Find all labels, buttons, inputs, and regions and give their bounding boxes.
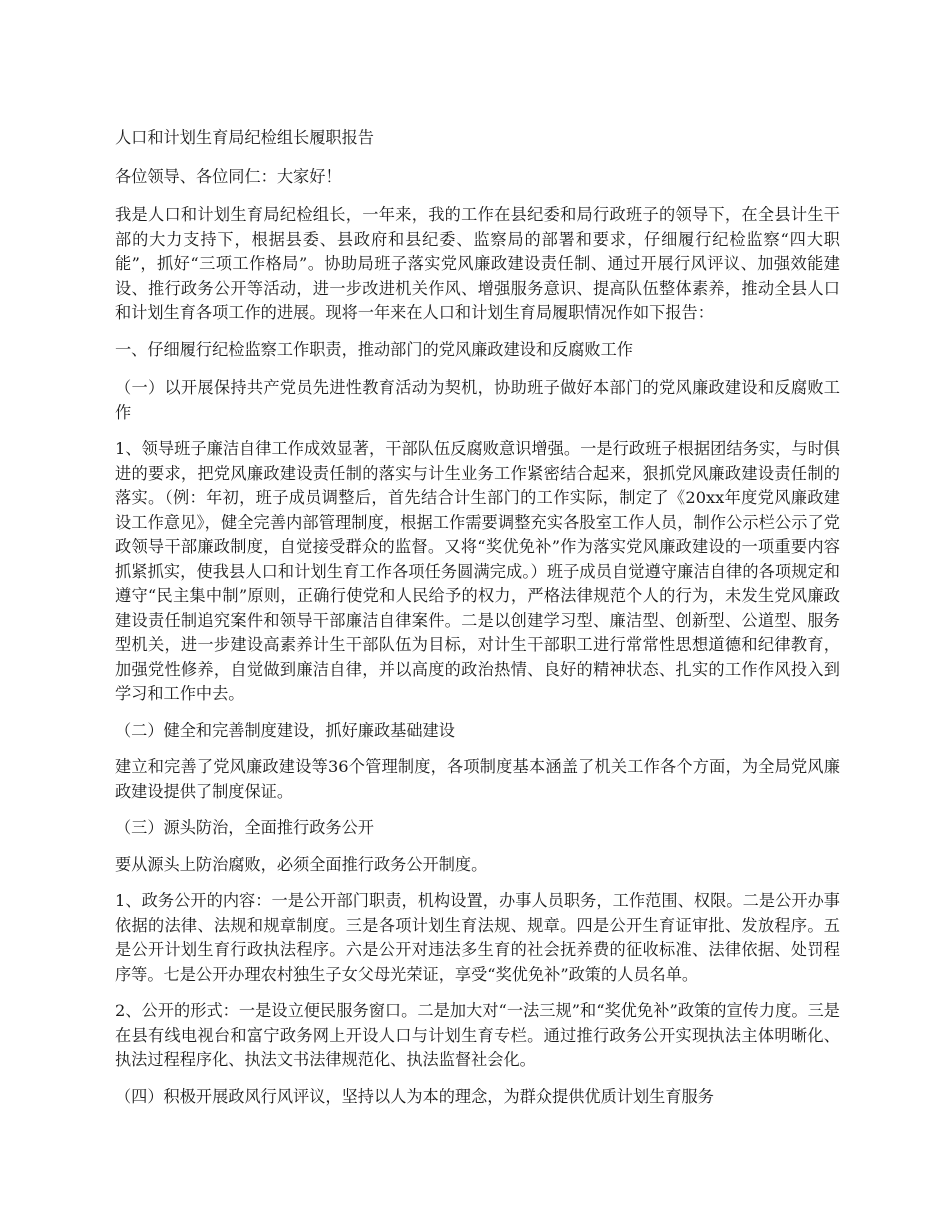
body-paragraph-leadership: 1、领导班子廉洁自律工作成效显著，干部队伍反腐败意识增强。一是行政班子根据团结务实，与时俱进的要求，把党风廉政建设责任制的落实与计生业务工作紧密结合起来，狠抓党风廉政建设责任制的落实。（例：年初，班子成员调整后，首先结合计生部门的工作实际，制定了《20xx年度党风廉政建设工作意见》，健全完善内部管理制度，根据工作需要调整充实各股室工作人员，制作公示栏公示了党政领导干部廉政制度，自觉接受群众的监督。又将“奖优免补”作为落实党风廉政建设的一项重要内容抓紧抓实，使我县人口和计划生育工作各项任务圆满完成。）班子成员自觉遵守廉洁自律的各项规定和遵守“民主集中制”原则，正确行使党和人民给予的权力，严格法律规范个人的行为，未发生党风廉政建设责任制追究案件和领导干部廉洁自律案件。二是以创建学习型、廉洁型、创新型、公道型、服务型机关，进一步建设高素养计生干部队伍为目标，对计生干部职工进行常常性思想道德和纪律教育，加强党性修养，自觉做到廉洁自律，并以高度的政治热情、良好的精神状态、扎实的工作作风投入到学习和工作中去。 [115, 439, 840, 703]
document-page [115, 126, 840, 1121]
body-paragraph-system: 建立和完善了党风廉政建设等36个管理制度，各项制度基本涵盖了机关工作各个方面，为全局党风廉政建设提供了制度保证。 [115, 757, 840, 801]
intro-paragraph: 我是人口和计划生育局纪检组长，一年来，我的工作在县纪委和局行政班子的领导下，在全县计生干部的大力支持下，根据县委、县政府和县纪委、监察局的部署和要求，仔细履行纪检监察“四大职能”，抓好“三项工作格局”。协助局班子落实党风廉政建设责任制、通过开展行风评议、加强效能建设、推行政务公开等活动，进一步改进机关作风、增强服务意识、提高队伍整体素养，推动全县人口和计划生育各项工作的进展。现将一年来在人口和计划生育局履职情况作如下报告： [115, 205, 840, 322]
body-paragraph-content: 1、政务公开的内容：一是公开部门职责，机构设置，办事人员职务，工作范围、权限。二是公开办事依据的法律、法规和规章制度。三是各项计划生育法规、规章。四是公开生育证审批、发放程序。五是公开计划生育行政执法程序。六是公开对违法多生育的社会抚养费的征收标准、法律依据、处罚程序等。七是公开办理农村独生子女父母光荣证，享受“奖优免补”政策的人员名单。 [115, 891, 840, 984]
subsection-heading-3: （三）源头防治，全面推行政务公开 [115, 818, 374, 837]
greeting-paragraph: 各位领导、各位同仁：大家好！ [115, 166, 342, 186]
section-heading-1: 一、仔细履行纪检监察工作职责，推动部门的党风廉政建设和反腐败工作 [115, 339, 633, 359]
subsection-heading-2: （二）健全和完善制度建设，抓好廉政基础建设 [115, 720, 455, 740]
subsection-heading-1: （一）以开展保持共产党员先进性教育活动为契机，协助班子做好本部门的党风廉政建设和反腐败工作 [115, 378, 840, 422]
body-paragraph-form: 2、公开的形式：一是设立便民服务窗口。二是加大对“一法三规”和“奖优免补”政策的宣传力度。三是在县有线电视台和富宁政务网上开设人口与计划生育专栏。通过推行政务公开实现执法主体明晰化、执法过程程序化、执法文书法律规范化、执法监督社会化。 [115, 1001, 840, 1069]
body-paragraph-source: 要从源头上防治腐败，必须全面推行政务公开制度。 [115, 854, 488, 874]
document-title: 人口和计划生育局纪检组长履职报告 [115, 128, 374, 147]
subsection-heading-4: （四）积极开展政风行风评议，坚持以人为本的理念，为群众提供优质计划生育服务 [115, 1086, 714, 1106]
